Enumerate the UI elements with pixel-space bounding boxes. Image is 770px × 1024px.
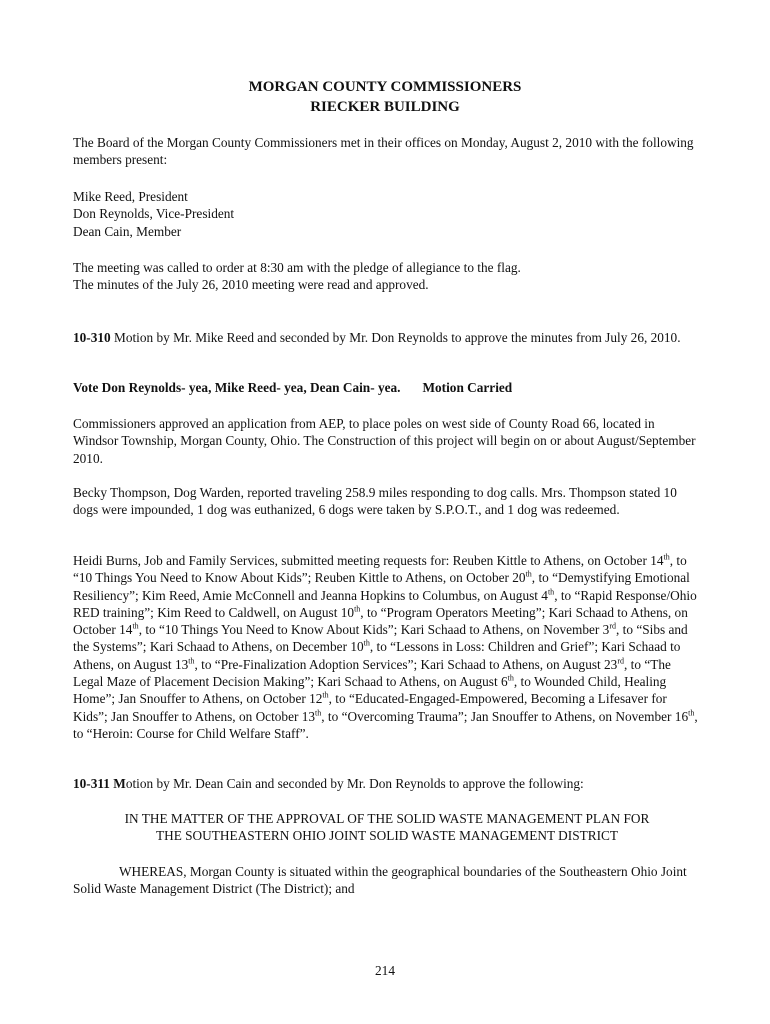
page-number: 214 xyxy=(375,963,395,978)
member-item: Don Reynolds, Vice-President xyxy=(73,206,235,222)
document-title: MORGAN COUNTY COMMISSIONERS xyxy=(248,79,522,95)
minutes-line: The minutes of the July 26, 2010 meeting were read and approved. xyxy=(73,277,429,293)
motion-text: Motion by Mr. Mike Reed and seconded by Mr. Don Reynolds to approve the minutes from July 26, 2010. xyxy=(110,330,681,345)
vote-line xyxy=(73,380,512,396)
dog-warden-paragraph: Becky Thompson, Dog Warden, reported traveling 258.9 miles responding to dog calls. Mrs. Thompson stated 10 dogs were impounded, 1 dog was euthanized, 6 dogs were taken by S.P.O.T., and 1 dog was redeemed. xyxy=(73,485,677,518)
intro-paragraph: The Board of the Morgan County Commissioners met in their offices on Monday, August 2, 2010 with the following members present: xyxy=(73,135,694,168)
motion-number: 10-310 xyxy=(73,330,111,345)
member-item: Dean Cain, Member xyxy=(73,223,182,239)
opening-paragraph xyxy=(73,259,701,294)
vote-text: Vote Don Reynolds- yea, Mike Reed- yea, Dean Cain- yea. xyxy=(73,380,401,395)
opening-line: The meeting was called to order at 8:30 am with the pledge of allegiance to the flag. xyxy=(73,260,521,275)
whereas-paragraph: WHEREAS, Morgan County is situated within the geographical boundaries of the Southeastern Ohio Joint Solid Waste Management District (The District); and xyxy=(73,864,687,897)
motion-text: otion by Mr. Dean Cain and seconded by Mr. Don Reynolds to approve the following: xyxy=(125,776,584,791)
document-subtitle: RIECKER BUILDING xyxy=(310,99,460,115)
matter-line: THE SOUTHEASTERN OHIO JOINT SOLID WASTE MANAGEMENT DISTRICT xyxy=(155,828,619,844)
matter-line: IN THE MATTER OF THE APPROVAL OF THE SOLID WASTE MANAGEMENT PLAN FOR xyxy=(124,811,650,826)
members-list xyxy=(73,188,701,240)
aep-paragraph: Commissioners approved an application from AEP, to place poles on west side of County Road 66, located in Windsor Township, Morgan County, Ohio. The Construction of this project will begin on or about August/September 2010. xyxy=(73,416,696,466)
motion-311-paragraph xyxy=(73,775,701,792)
matter-heading xyxy=(73,810,701,845)
member-item: Mike Reed, President xyxy=(73,189,188,204)
motion-number: 10-311 M xyxy=(73,776,126,791)
jfs-paragraph: Heidi Burns, Job and Family Services, submitted meeting requests for: Reuben Kittle to Athens, on October 14th, to “10 Things You Need to Know About Kids”; Reuben Kittle to Athens, on October 20th, to “Demystifying Emotional Resiliency”; Kim Reed, Amie McConnell and Jeanna Hopkins to Columbus, on August 4th, to “Rapid Response/Ohio RED training”; Kim Reed to Caldwell, on August 10th, to “Program Operators Meeting”; Kari Schaad to Athens, on October 14th, to “10 Things You Need to Know About Kids”; Kari Schaad to Athens, on November 3rd, to “Sibs and the Systems”; Kari Schaad to Athens, on December 10th, to “Lessons in Loss: Children and Grief”; Kari Schaad to Athens, on August 13th, to “Pre-Finalization Adoption Services”; Kari Schaad to Athens, on August 23rd, to “The Legal Maze of Placement Decision Making”; Kari Schaad to Athens, on August 6th, to Wounded Child, Healing Home”; Jan Snouffer to Athens, on October 12th, to “Educated-Engaged-Empowered, Becoming a Lifesaver for Kids”; Jan Snouffer to Athens, on October 13th, to “Overcoming Trauma”; Jan Snouffer to Athens, on November 16th, to “Heroin: Course for Child Welfare Staff”. xyxy=(73,552,698,741)
vote-result: Motion Carried xyxy=(422,380,513,395)
motion-310-paragraph xyxy=(73,329,701,346)
